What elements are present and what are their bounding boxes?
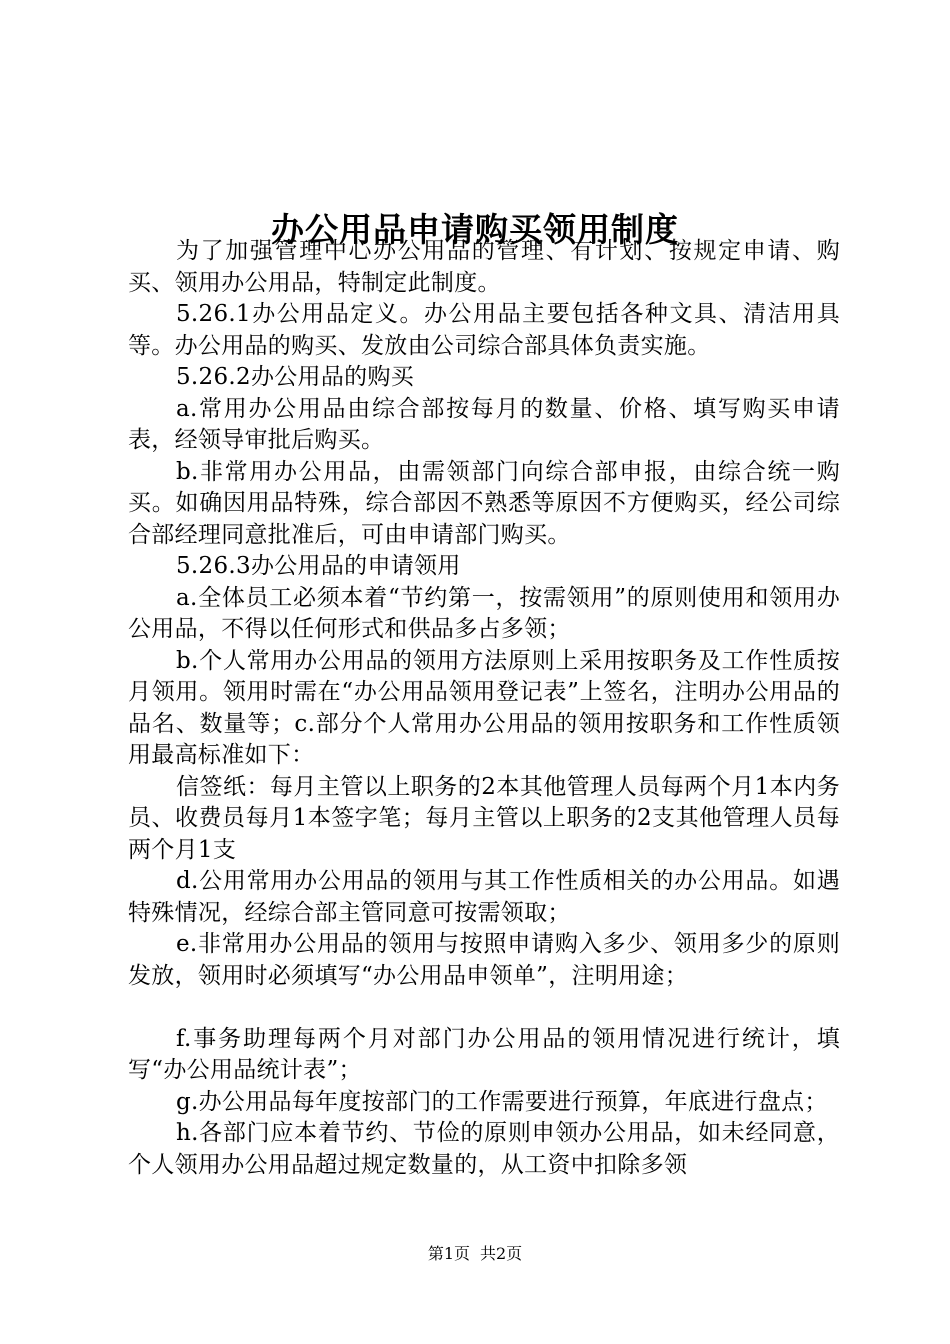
paragraph-purchase-b: b.非常用办公用品，由需领部门向综合部申报，由综合统一购买。如确因用品特殊，综合部因不熟悉等原因不方便购买，经公司综合部经理同意批准后，可由申请部门购买。 — [128, 458, 840, 548]
paragraph-purchase-a: a.常用办公用品由综合部按每月的数量、价格、填写购买申请表，经领导审批后购买。 — [128, 395, 840, 453]
document-body — [128, 236, 840, 1181]
paragraph-requisition-b: b.个人常用办公用品的领用方法原则上采用按职务及工作性质按月领用。领用时需在“办公用品领用登记表”上签名，注明办公用品的品名、数量等；c.部分个人常用办公用品的领用按职务和工作性质领用最高标准如下： — [128, 647, 840, 768]
paragraph-requisition-h: h.各部门应本着节约、节俭的原则申领办公用品，如未经同意，个人领用办公用品超过规定数量的，从工资中扣除多领 — [128, 1120, 840, 1178]
paragraph-requisition-e: e.非常用办公用品的领用与按照申请购入多少、领用多少的原则发放，领用时必须填写“办公用品申领单”，注明用途； — [128, 931, 840, 989]
paragraph-requisition-d: d.公用常用办公用品的领用与其工作性质相关的办公用品。如遇特殊情况，经综合部主管同意可按需领取； — [128, 868, 840, 926]
page-footer — [0, 1242, 950, 1266]
paragraph-requisition-g: g.办公用品每年度按部门的工作需要进行预算，年底进行盘点； — [176, 1088, 828, 1115]
page-number-current: 第1页 — [427, 1244, 470, 1263]
section-heading-requisition: 5.26.3办公用品的申请领用 — [176, 553, 461, 579]
paragraph-intro: 为了加强管理中心办公用品的管理、有计划、按规定申请、购买、领用办公用品，特制定此制度。 — [128, 238, 840, 296]
paragraph-requisition-f: f.事务助理每两个月对部门办公用品的领用情况进行统计，填写“办公用品统计表”； — [128, 1025, 840, 1083]
document-title: 办公用品申请购买领用制度 — [271, 210, 679, 250]
paragraph-definition: 5.26.1办公用品定义。办公用品主要包括各种文具、清洁用具等。办公用品的购买、发放由公司综合部具体负责实施。 — [128, 301, 840, 359]
blank-line — [128, 992, 840, 1024]
section-heading-purchase: 5.26.2办公用品的购买 — [176, 364, 415, 390]
paragraph-standards: 信签纸：每月主管以上职务的2本其他管理人员每两个月1本内务员、收费员每月1本签字笔；每月主管以上职务的2支其他管理人员每两个月1支 — [128, 773, 840, 863]
paragraph-requisition-a: a.全体员工必须本着“节约第一，按需领用”的原则使用和领用办公用品，不得以任何形式和供品多占多领； — [128, 584, 840, 642]
page-number-total: 共2页 — [480, 1244, 523, 1263]
